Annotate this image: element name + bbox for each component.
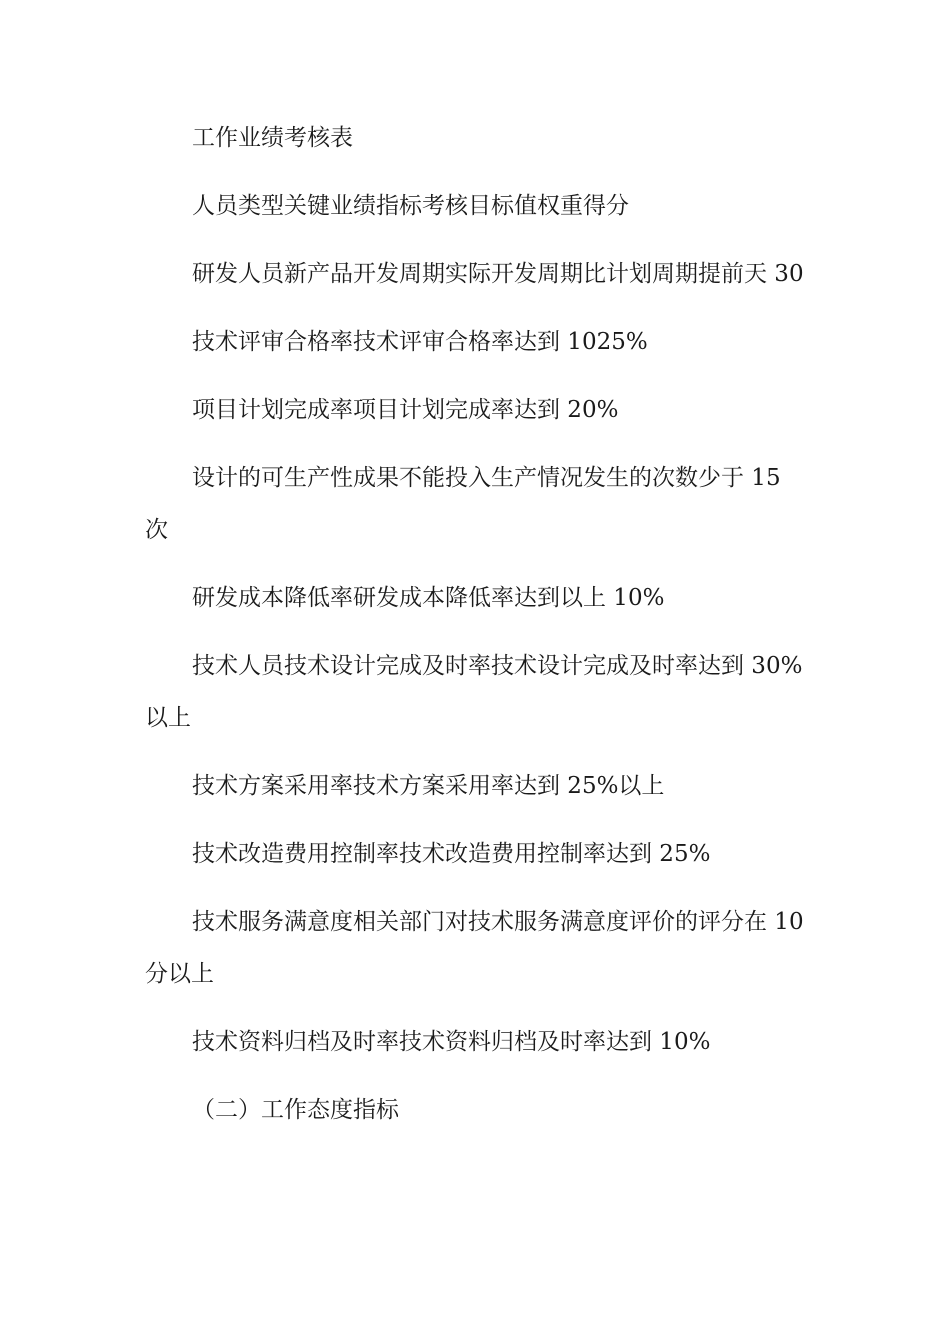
paragraph-manufacturability: 设计的可生产性成果不能投入生产情况发生的次数少于 15 次 — [145, 465, 781, 543]
paragraph-service-satisfaction: 技术服务满意度相关部门对技术服务满意度评价的评分在 10 分以上 — [145, 909, 804, 987]
paragraph-cost-reduction: 研发成本降低率研发成本降低率达到以上 10% — [192, 585, 665, 611]
paragraph-design-timeliness: 技术人员技术设计完成及时率技术设计完成及时率达到 30% 以上 — [145, 653, 803, 731]
paragraph-review-pass-rate: 技术评审合格率技术评审合格率达到 1025% — [192, 329, 648, 355]
paragraph-archive-timeliness: 技术资料归档及时率技术资料归档及时率达到 10% — [192, 1029, 711, 1055]
paragraph-renovation-cost: 技术改造费用控制率技术改造费用控制率达到 25% — [192, 841, 711, 867]
table-header-line: 人员类型关键业绩指标考核目标值权重得分 — [192, 193, 629, 219]
paragraph-plan-adoption: 技术方案采用率技术方案采用率达到 25%以上 — [192, 773, 665, 799]
table-title: 工作业绩考核表 — [192, 125, 353, 151]
paragraph-project-completion: 项目计划完成率项目计划完成率达到 20% — [192, 397, 619, 423]
document-body — [145, 112, 807, 1152]
section-heading-attitude: （二）工作态度指标 — [192, 1097, 399, 1123]
paragraph-dev-cycle: 研发人员新产品开发周期实际开发周期比计划周期提前天 30 — [192, 261, 804, 287]
